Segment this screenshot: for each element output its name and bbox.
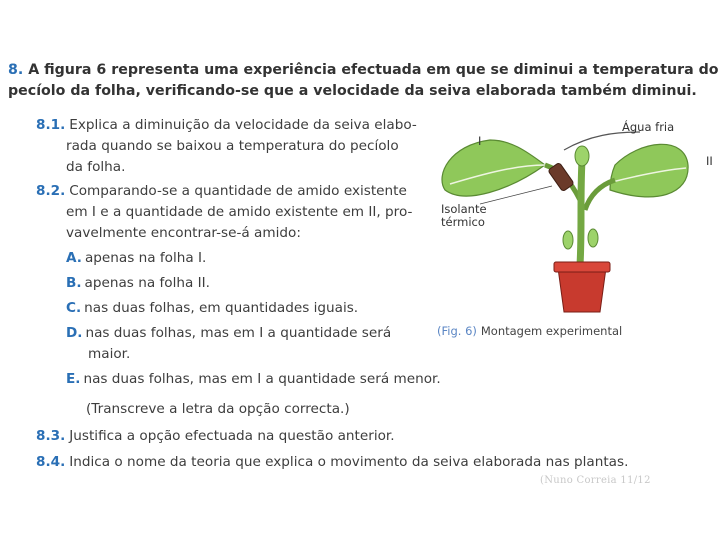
instruction-text: (Transcreve a letra da opção correcta.) <box>86 401 350 417</box>
question-8-1-line-3: da folha. <box>66 159 126 175</box>
label-agua-fria: Água fria <box>622 120 675 134</box>
question-8 <box>8 60 723 102</box>
option-a <box>66 248 206 269</box>
label-termico: térmico <box>441 215 485 229</box>
question-8-2-line-3: vavelmente encontrar-se-á amido: <box>66 225 301 241</box>
question-8-4 <box>36 452 628 473</box>
option-a-letter: A. <box>66 250 82 266</box>
option-b-text: apenas na folha II. <box>84 275 210 291</box>
question-8-2-number: 8.2. <box>36 183 66 199</box>
lower-leaf-left <box>563 231 573 249</box>
question-8-1-line-1: Explica a diminuição da velocidade da seiva elabo- <box>69 117 417 133</box>
plant-stem <box>580 160 582 265</box>
option-a-text: apenas na folha I. <box>84 250 207 266</box>
option-d-text-continued: maior. <box>88 346 131 362</box>
option-c <box>66 298 358 319</box>
leaf-II <box>610 144 688 197</box>
figure-caption-text: Montagem experimental <box>480 324 623 338</box>
leaf-I <box>442 140 545 196</box>
cold-water-tube <box>564 132 640 150</box>
top-bud <box>575 146 589 166</box>
question-number: 8. <box>8 62 24 78</box>
option-d <box>66 323 391 344</box>
flower-pot-rim <box>554 262 610 272</box>
lower-leaf-right <box>588 229 598 247</box>
question-8-3-number: 8.3. <box>36 428 66 444</box>
option-e <box>66 369 441 390</box>
question-8-1-number: 8.1. <box>36 117 66 133</box>
label-leaf-II: II <box>706 154 713 168</box>
question-8-4-text: Indica o nome da teoria que explica o movimento da seiva elaborada nas plantas. <box>69 454 629 470</box>
question-8-1-line-2: rada quando se baixou a temperatura do pecíolo <box>66 138 399 154</box>
question-text: A figura 6 representa uma experiência efectuada em que se diminui a temperatura do pecíolo da folha, verificando-se que a velocidade da seiva elaborada também diminui. <box>8 62 719 99</box>
figure-caption-ref: (Fig. 6) <box>437 324 477 338</box>
option-d-letter: D. <box>66 325 83 341</box>
question-8-2-line-1: Comparando-se a quantidade de amido existente <box>69 183 407 199</box>
option-b-letter: B. <box>66 275 82 291</box>
question-8-3-text: Justifica a opção efectuada na questão anterior. <box>69 428 395 444</box>
question-8-3 <box>36 426 395 447</box>
option-b <box>66 273 210 294</box>
flower-pot <box>558 268 606 312</box>
author-stamp: (Nuno Correia 11/12 <box>540 475 651 486</box>
label-leaf-I: I <box>478 134 482 148</box>
question-8-2-line-2: em I e a quantidade de amido existente em II, pro- <box>66 204 413 220</box>
option-e-text: nas duas folhas, mas em I a quantidade será menor. <box>83 371 441 387</box>
option-d-text: nas duas folhas, mas em I a quantidade será <box>85 325 392 341</box>
option-e-letter: E. <box>66 371 81 387</box>
question-8-4-number: 8.4. <box>36 454 66 470</box>
option-c-text: nas duas folhas, em quantidades iguais. <box>84 300 359 316</box>
question-8-1 <box>36 115 417 136</box>
label-isolante: Isolante <box>441 202 487 216</box>
option-c-letter: C. <box>66 300 82 316</box>
figure-caption <box>437 324 622 338</box>
question-8-2 <box>36 181 407 202</box>
